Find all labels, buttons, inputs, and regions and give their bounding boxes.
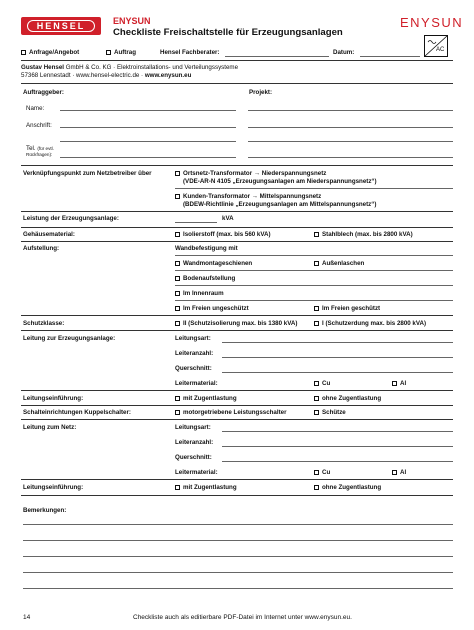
tel-note: (für evtl. [37,146,54,151]
leitungsart-field[interactable] [222,342,453,343]
checkbox-box[interactable] [175,261,180,266]
ortsnetz-desc: (VDE-AR-N 4105 „Erzeugungsanlagen am Niederspannungsnetz“) [183,178,377,185]
bemerkungen-line[interactable] [23,556,453,557]
checkbox-box[interactable] [314,306,319,311]
tel-label [26,145,54,152]
checkbox-box[interactable] [314,261,319,266]
kva-unit: kVA [222,215,234,222]
projekt-field-4[interactable] [248,157,453,158]
leistung-label: Leistung der Erzeugungsanlage: [23,215,119,222]
checkbox-ohne-zugentlastung[interactable] [314,395,381,402]
divider [21,315,453,316]
company-address: 57368 Lennestadt · www.hensel-electric.de · [21,72,145,79]
checkbox-al[interactable] [392,469,406,476]
checkbox-anfrage[interactable] [21,49,79,56]
tel-text: Tel. [26,145,36,152]
verknuepfung-label: Verknüpfungspunkt zum Netzbetreiber über [23,170,152,177]
freien-ungeschuetzt-label: Im Freien ungeschützt [183,305,249,312]
projekt-field-2[interactable] [248,127,453,128]
divider [21,479,453,480]
checkbox-mit-zugentlastung[interactable] [175,484,237,491]
checkbox-box[interactable] [175,171,180,176]
checkbox-aussenlaschen[interactable] [314,260,364,267]
leitermaterial-label: Leitermaterial: [175,469,218,476]
divider [21,227,453,228]
checkbox-cu[interactable] [314,469,330,476]
checkbox-box[interactable] [175,291,180,296]
checkbox-box[interactable] [392,470,397,475]
ac-label: AC [436,47,445,53]
divider [21,390,453,391]
checkbox-ortsnetz[interactable] [175,170,326,177]
checkbox-schutzklasse-2[interactable] [175,320,297,327]
aussenlaschen-label: Außenlaschen [322,260,365,267]
checkbox-isolierstoff[interactable] [175,231,271,238]
checkbox-motorgetrieben[interactable] [175,409,287,416]
checkbox-bodenaufstellung[interactable] [175,275,235,282]
divider [21,60,453,61]
innenraum-label: Im Innenraum [183,290,224,297]
leitung-netz-label: Leitung zum Netz: [23,424,77,431]
leitungseinfuehrung-label: Leitungseinführung: [23,395,84,402]
querschnitt-label: Querschnitt: [175,454,212,461]
checkbox-box[interactable] [175,232,180,237]
checkbox-cu[interactable] [314,380,330,387]
checkbox-box[interactable] [314,396,319,401]
aufstellung-label: Aufstellung: [23,245,60,252]
freien-geschuetzt-label: Im Freien geschützt [322,305,381,312]
anschrift-field-1[interactable] [60,127,236,128]
checkbox-mit-zugentlastung[interactable] [175,395,237,402]
checkbox-box[interactable] [175,410,180,415]
fachberater-field[interactable] [225,56,329,57]
ohne-zugentlastung-label: ohne Zugentlastung [322,395,382,402]
enysun-logo: ENYSUN [400,15,464,30]
leitungsart-label: Leitungsart: [175,335,211,342]
wandbefestigung-label: Wandbefestigung mit [175,245,238,252]
bodenaufstellung-label: Bodenaufstellung [183,275,236,282]
leiteranzahl-field[interactable] [222,446,453,447]
checkbox-box[interactable] [392,381,397,386]
company-web[interactable]: www.enysun.eu [144,72,192,79]
checkbox-schuetze[interactable] [314,409,346,416]
leiteranzahl-label: Leiteranzahl: [175,439,214,446]
checkbox-box[interactable] [314,485,319,490]
divider [21,419,453,420]
leiteranzahl-field[interactable] [222,357,453,358]
datum-field[interactable] [360,56,420,57]
leitung-erzeugung-label: Leitung zur Erzeugungsanlage: [23,335,116,342]
al-label: Al [400,380,407,387]
projekt-field-1[interactable] [248,110,453,111]
projekt-field-3[interactable] [248,141,453,142]
querschnitt-field[interactable] [222,461,453,462]
bemerkungen-line[interactable] [23,540,453,541]
checkbox-box[interactable] [175,396,180,401]
checkbox-box[interactable] [175,306,180,311]
kunden-label: Kunden-Transformator → Mittelspannungsnetz [183,193,322,200]
divider [21,495,453,496]
company-desc: GmbH & Co. KG · Elektroinstallations- und Verteilungssysteme [64,64,239,71]
row-line [175,285,453,286]
checkbox-box[interactable] [314,470,319,475]
schutzklasse-2-label: II (Schutzisolierung max. bis 1380 kVA) [183,320,298,327]
motorgetrieben-label: motorgetriebene Leistungsschalter [183,409,287,416]
checkbox-schutzklasse-1[interactable] [314,320,426,327]
row-line [175,270,453,271]
anschrift-field-2[interactable] [60,141,236,142]
checkbox-box[interactable] [21,50,26,55]
kunden-desc: (BDEW-Richtlinie „Erzeugungsanlagen am Mittelspannungsnetz“) [183,201,377,208]
leitungsart-field[interactable] [222,431,453,432]
divider [21,83,453,84]
mit-zugentlastung-label: mit Zugentlastung [183,395,237,402]
ortsnetz-label: Ortsnetz-Transformator → Niederspannungsnetz [183,170,327,177]
company-line-2 [21,72,191,79]
bemerkungen-line[interactable] [23,588,453,589]
leitermaterial-label: Leitermaterial: [175,380,218,387]
company-name: Gustav Hensel [21,64,64,71]
checkbox-al[interactable] [392,380,406,387]
al-label: Al [400,469,407,476]
hensel-logo [21,17,101,35]
checkbox-box[interactable] [314,232,319,237]
wandmontageschienen-label: Wandmontageschienen [183,260,253,267]
datum-label: Datum: [333,49,355,56]
fachberater-label: Hensel Fachberater: [160,49,220,56]
divider [21,330,453,331]
anschrift-label: Anschrift: [26,122,52,129]
bemerkungen-line[interactable] [23,524,453,525]
checkbox-box[interactable] [314,410,319,415]
row-line [175,300,453,301]
row-line [175,255,453,256]
schutzklasse-1-label: I (Schutzerdung max. bis 2800 kVA) [322,320,427,327]
projekt-label: Projekt: [249,89,273,96]
querschnitt-label: Querschnitt: [175,365,212,372]
leitungsart-label: Leitungsart: [175,424,211,431]
row-line [175,188,453,189]
checkbox-box[interactable] [175,485,180,490]
tel-note-2: Rückfragen): [26,152,53,157]
checkbox-freien-ungeschuetzt[interactable] [175,305,249,312]
checkbox-ohne-zugentlastung[interactable] [314,484,381,491]
gehaeuse-label: Gehäusematerial: [23,231,75,238]
page-number: 14 [23,614,31,621]
divider [21,405,453,406]
checkbox-box[interactable] [175,194,180,199]
leistung-field[interactable] [175,222,217,223]
schutzklasse-label: Schutzklasse: [23,320,65,327]
schuetze-label: Schütze [322,409,346,416]
auftrag-label: Auftrag [114,49,136,56]
anfrage-label: Anfrage/Angebot [29,49,80,56]
checkbox-stahlblech[interactable] [314,231,413,238]
checkbox-freien-geschuetzt[interactable] [314,305,380,312]
tel-field[interactable] [60,157,236,158]
divider [21,241,453,242]
bemerkungen-line[interactable] [23,572,453,573]
brand-label: ENYSUN [113,16,151,26]
schalteinrichtungen-label: Schalteinrichtungen Kuppelschalter: [23,409,131,416]
ac-icon-diagonal [425,36,447,56]
checkbox-auftrag[interactable] [106,49,136,56]
checkbox-innenraum[interactable] [175,290,224,297]
querschnitt-field[interactable] [222,372,453,373]
ac-icon [424,35,448,57]
checkbox-box[interactable] [175,321,180,326]
cu-label: Cu [322,469,331,476]
bemerkungen-label: Bemerkungen: [23,507,67,514]
mit-zugentlastung-label: mit Zugentlastung [183,484,237,491]
divider [21,165,453,166]
ohne-zugentlastung-label: ohne Zugentlastung [322,484,382,491]
company-line-1 [21,64,238,71]
footer-note: Checkliste auch als editierbare PDF-Datei im Internet unter www.enysun.eu. [133,614,352,621]
checkbox-box[interactable] [314,381,319,386]
checkbox-kunden[interactable] [175,193,321,200]
isolierstoff-label: Isolierstoff (max. bis 560 kVA) [183,231,271,238]
checkbox-wandmontageschienen[interactable] [175,260,252,267]
name-label: Name: [26,105,45,112]
stahlblech-label: Stahlblech (max. bis 2800 kVA) [322,231,413,238]
cu-label: Cu [322,380,331,387]
name-field[interactable] [60,110,236,111]
divider [21,211,453,212]
page-title: Checkliste Freischaltstelle für Erzeugungsanlagen [113,27,343,38]
checkbox-box[interactable] [106,50,111,55]
auftraggeber-label: Auftraggeber: [23,89,64,96]
hensel-logo-text: HENSEL [36,21,86,31]
checkbox-box[interactable] [175,276,180,281]
checkbox-box[interactable] [314,321,319,326]
leiteranzahl-label: Leiteranzahl: [175,350,214,357]
leitungseinfuehrung-label: Leitungseinführung: [23,484,84,491]
